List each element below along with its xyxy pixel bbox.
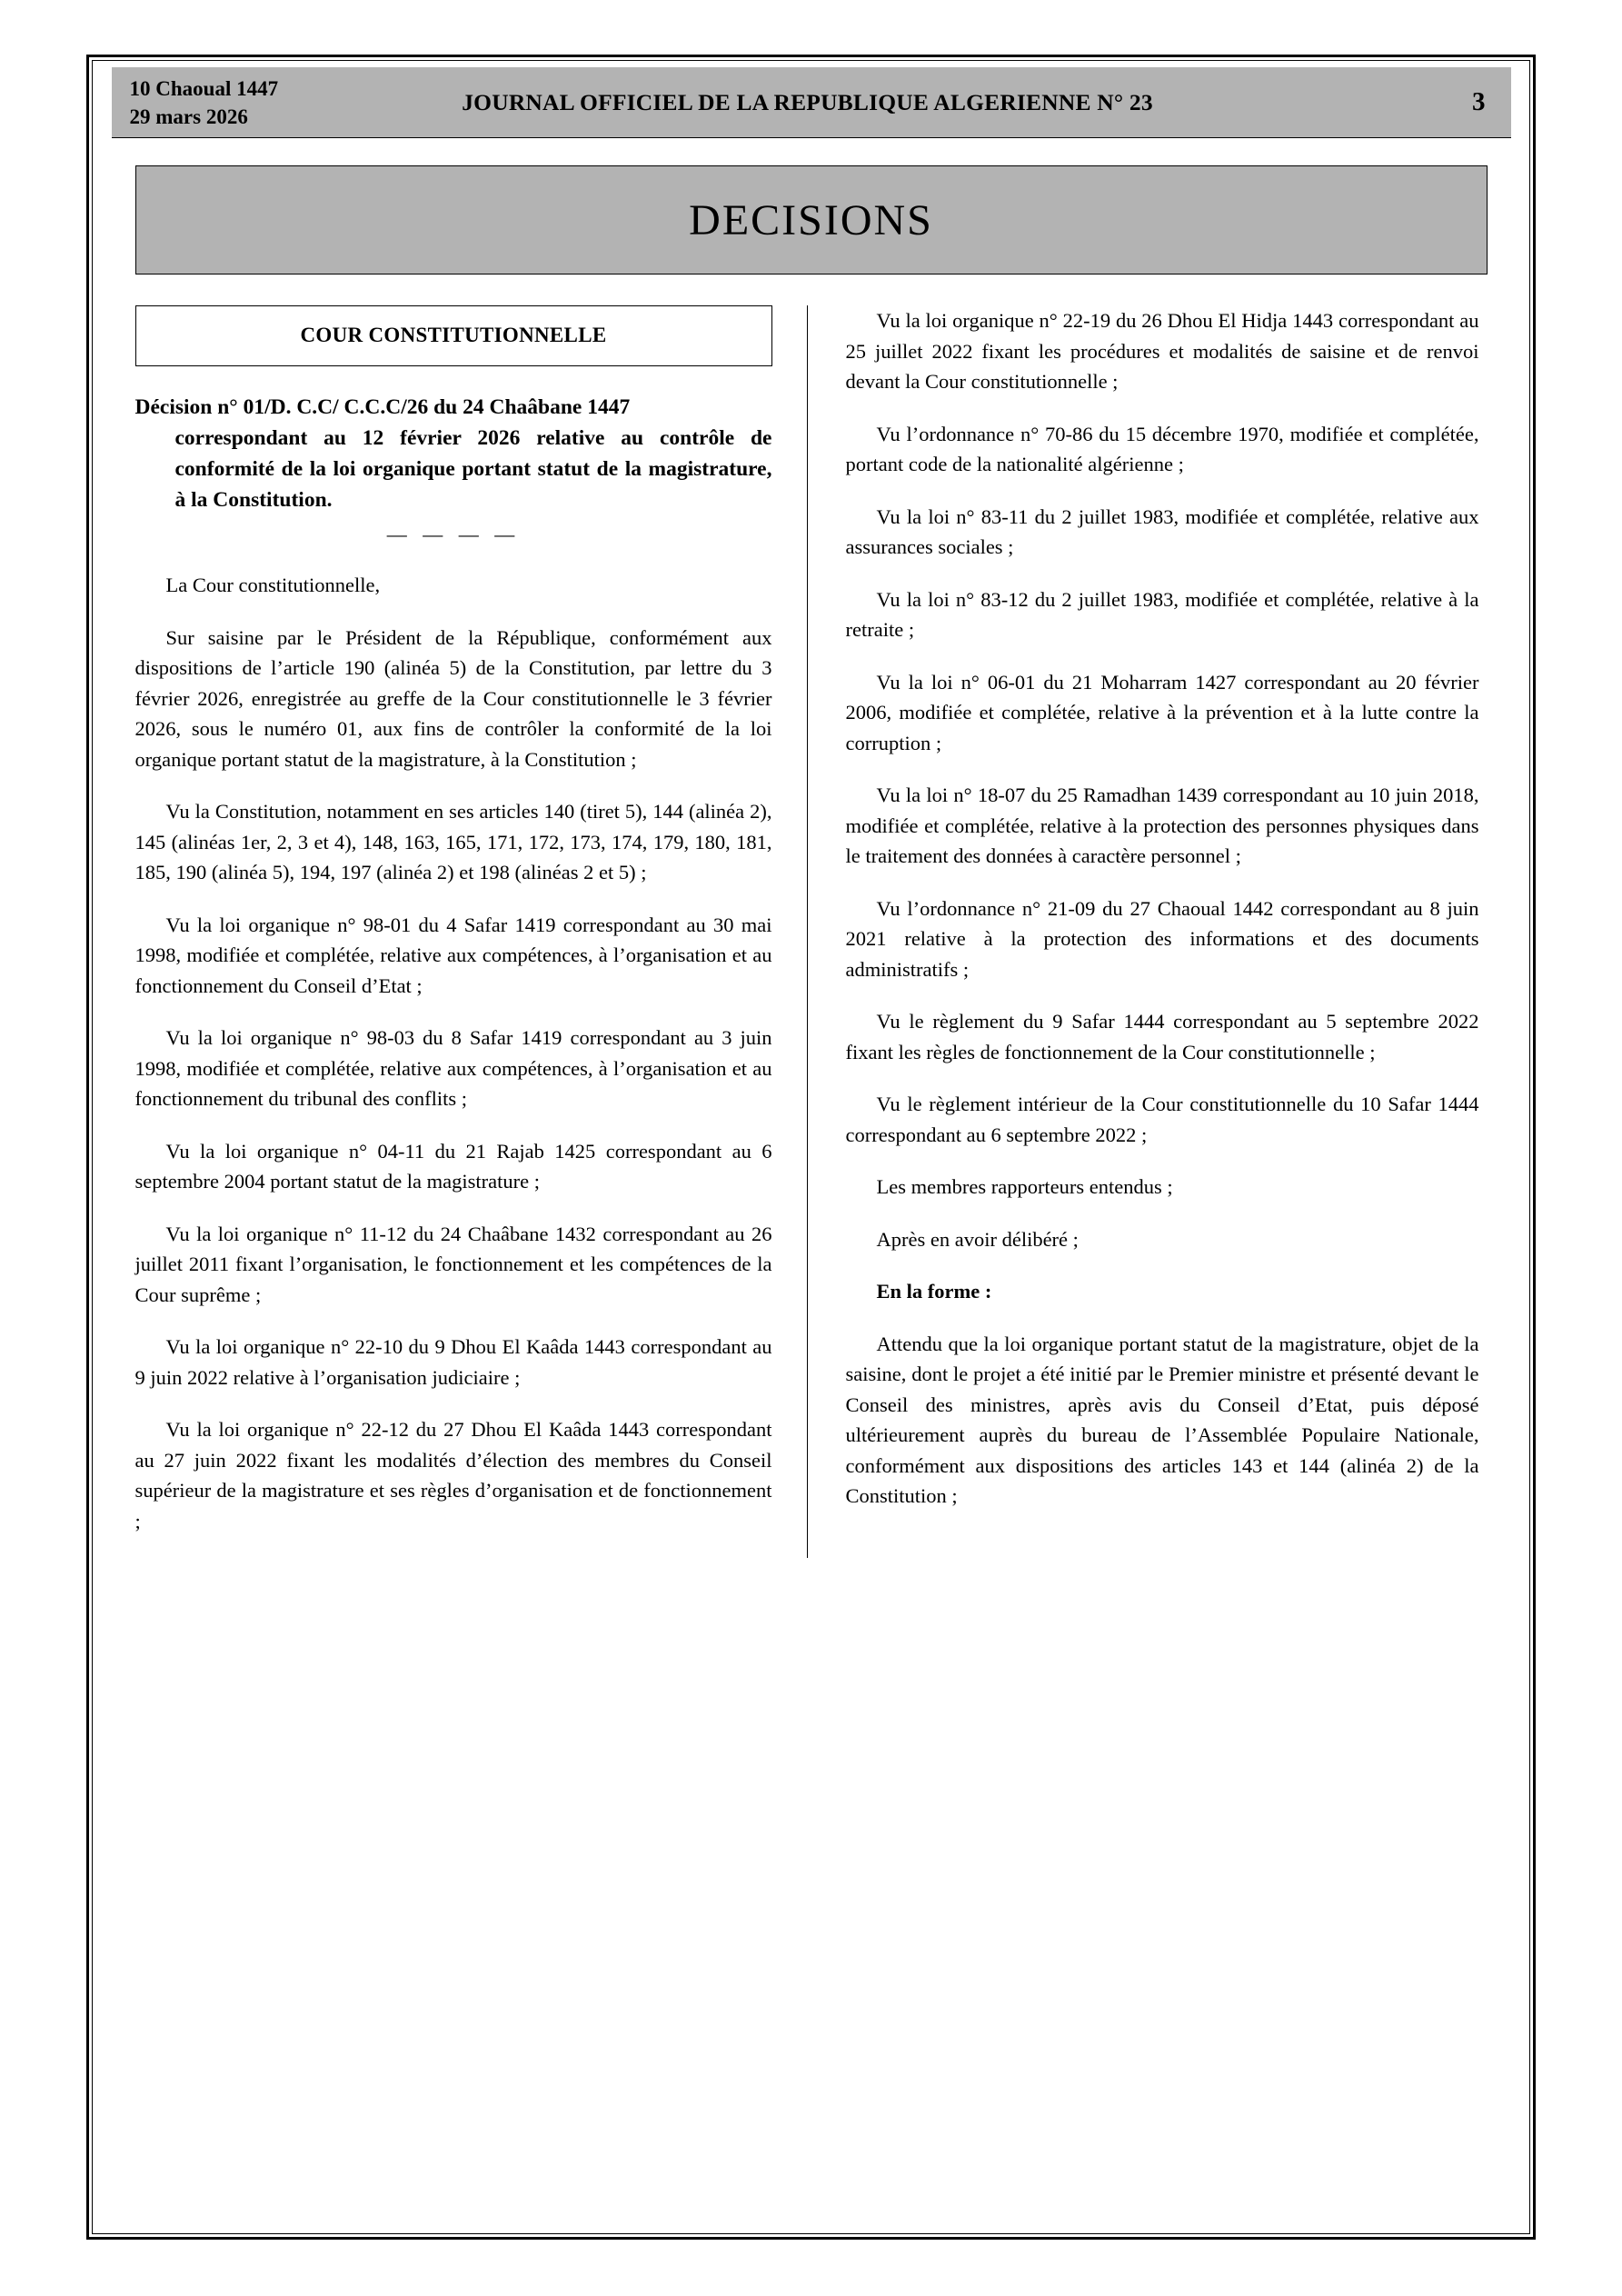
decisions-banner-wrap <box>112 138 1511 275</box>
paragraph: Vu la loi organique n° 22-12 du 27 Dhou El Kaâda 1443 correspondant au 27 juin 2022 fixant les modalités d’élection des membres du Conseil supérieur de la magistrature et ses règles d’organisation et de fonctionnement ; <box>134 1418 772 1532</box>
header-date-hijri: 10 Chaoual 1447 <box>129 76 279 100</box>
paragraph: Vu la loi n° 18-07 du 25 Ramadhan 1439 correspondant au 10 juin 2018, modifiée et complétée, relative à la protection des personnes physiques dans le traitement des données à caractère personnel ; <box>845 784 1479 867</box>
column-divider <box>807 305 808 1558</box>
decisions-banner-title: DECISIONS <box>689 195 933 245</box>
paragraph: Vu le règlement du 9 Safar 1444 correspondant au 5 septembre 2022 fixant les règles de fonctionnement de la Cour constitutionnelle ; <box>845 1010 1479 1063</box>
section-heading: En la forme : <box>876 1280 992 1303</box>
header-journal-title: JOURNAL OFFICIEL DE LA REPUBLIQUE ALGERIENNE N° 23 <box>462 88 1153 115</box>
decision-title-line1: Décision n° 01/D. C.C/ C.C.C/26 du 24 Chaâbane 1447 <box>134 395 631 419</box>
paragraph: Vu l’ordonnance n° 70-86 du 15 décembre 1970, modifiée et complétée, portant code de la nationalité algérienne ; <box>845 422 1479 475</box>
paragraph: Vu l’ordonnance n° 21-09 du 27 Chaoual 1442 correspondant au 8 juin 2021 relative à la protection des informations et des documents administratifs ; <box>845 896 1479 981</box>
page-header <box>112 67 1511 138</box>
paragraph: Attendu que la loi organique portant statut de la magistrature, objet de la saisine, dont le projet a été initié par le Premier ministre et présenté devant le Conseil des ministres, après avis du Conseil d’Etat, puis déposé ultérieurement auprès du bureau de l’Assemblée Populaire Nationale, conformément aux dispositions des articles 143 et 144 (alinéa 2) de la Constitution ; <box>845 1332 1479 1507</box>
paragraph: Vu la loi n° 83-12 du 2 juillet 1983, modifiée et complétée, relative à la retraite ; <box>845 587 1479 641</box>
paragraph: Après en avoir délibéré ; <box>876 1227 1079 1251</box>
decision-title <box>135 392 772 515</box>
decision-title-rest: correspondant au 12 février 2026 relative au contrôle de conformité de la loi organique portant statut de la magistrature, à la Constitution. <box>174 426 772 512</box>
right-column <box>819 305 1479 1558</box>
page-content <box>112 56 1511 1558</box>
organization-box: COUR CONSTITUTIONNELLE <box>135 305 772 366</box>
paragraph: Vu la loi organique n° 22-19 du 26 Dhou El Hidja 1443 correspondant au 25 juillet 2022 fixant les procédures et modalités de saisine et de renvoi devant la Cour constitutionnelle ; <box>845 309 1479 393</box>
header-page-number: 3 <box>1472 87 1486 116</box>
left-column <box>135 305 796 1558</box>
title-separator: — — — — <box>386 523 521 545</box>
paragraph: Vu la loi organique n° 11-12 du 24 Chaâbane 1432 correspondant au 26 juillet 2011 fixant l’organisation, le fonctionnement et les compétences de la Cour suprême ; <box>134 1222 772 1306</box>
paragraph: Vu la loi organique n° 04-11 du 21 Rajab 1425 correspondant au 6 septembre 2004 portant statut de la magistrature ; <box>134 1139 772 1193</box>
paragraph: La Cour constitutionnelle, <box>165 574 381 596</box>
decisions-banner <box>135 165 1488 275</box>
header-dates <box>130 75 366 131</box>
paragraph: Vu la loi n° 06-01 du 21 Moharram 1427 correspondant au 20 février 2006, modifiée et complétée, relative à la prévention et à la lutte contre la corruption ; <box>845 670 1479 754</box>
paragraph: Vu la loi organique n° 98-01 du 4 Safar 1419 correspondant au 30 mai 1998, modifiée et complétée, relative aux compétences, à l’organisation et au fonctionnement du Conseil d’Etat ; <box>134 913 772 997</box>
paragraph: Vu la loi n° 83-11 du 2 juillet 1983, modifiée et complétée, relative aux assurances sociales ; <box>845 504 1479 558</box>
paragraph: Vu la Constitution, notamment en ses articles 140 (tiret 5), 144 (alinéa 2), 145 (alinéas 1er, 2, 3 et 4), 148, 163, 165, 171, 172, 173, 174, 179, 180, 181, 185, 190 (alinéa 5), 194, 197 (alinéa 2) et 198 (alinéas 2 et 5) ; <box>134 800 772 883</box>
paragraph: Vu la loi organique n° 98-03 du 8 Safar 1419 correspondant au 3 juin 1998, modifiée et complétée, relative aux compétences, à l’organisation et au fonctionnement du tribunal des conflits ; <box>134 1026 772 1110</box>
paragraph: Les membres rapporteurs entendus ; <box>876 1175 1173 1198</box>
paragraph: Vu le règlement intérieur de la Cour constitutionnelle du 10 Safar 1444 correspondant au 6 septembre 2022 ; <box>845 1093 1479 1146</box>
header-date-gregorian: 29 mars 2026 <box>129 105 248 128</box>
two-column-body <box>112 305 1511 1558</box>
paragraph: Sur saisine par le Président de la République, conformément aux dispositions de l’article 190 (alinéa 5) de la Constitution, par lettre du 3 février 2026, enregistrée au greffe de la Cour constitutionnelle le 3 février 2026, sous le numéro 01, aux fins de contrôler la conformité de la loi organique portant statut de la magistrature, à la Constitution ; <box>134 625 772 771</box>
paragraph: Vu la loi organique n° 22-10 du 9 Dhou El Kaâda 1443 correspondant au 9 juin 2022 relative à l’organisation judiciaire ; <box>134 1335 772 1389</box>
